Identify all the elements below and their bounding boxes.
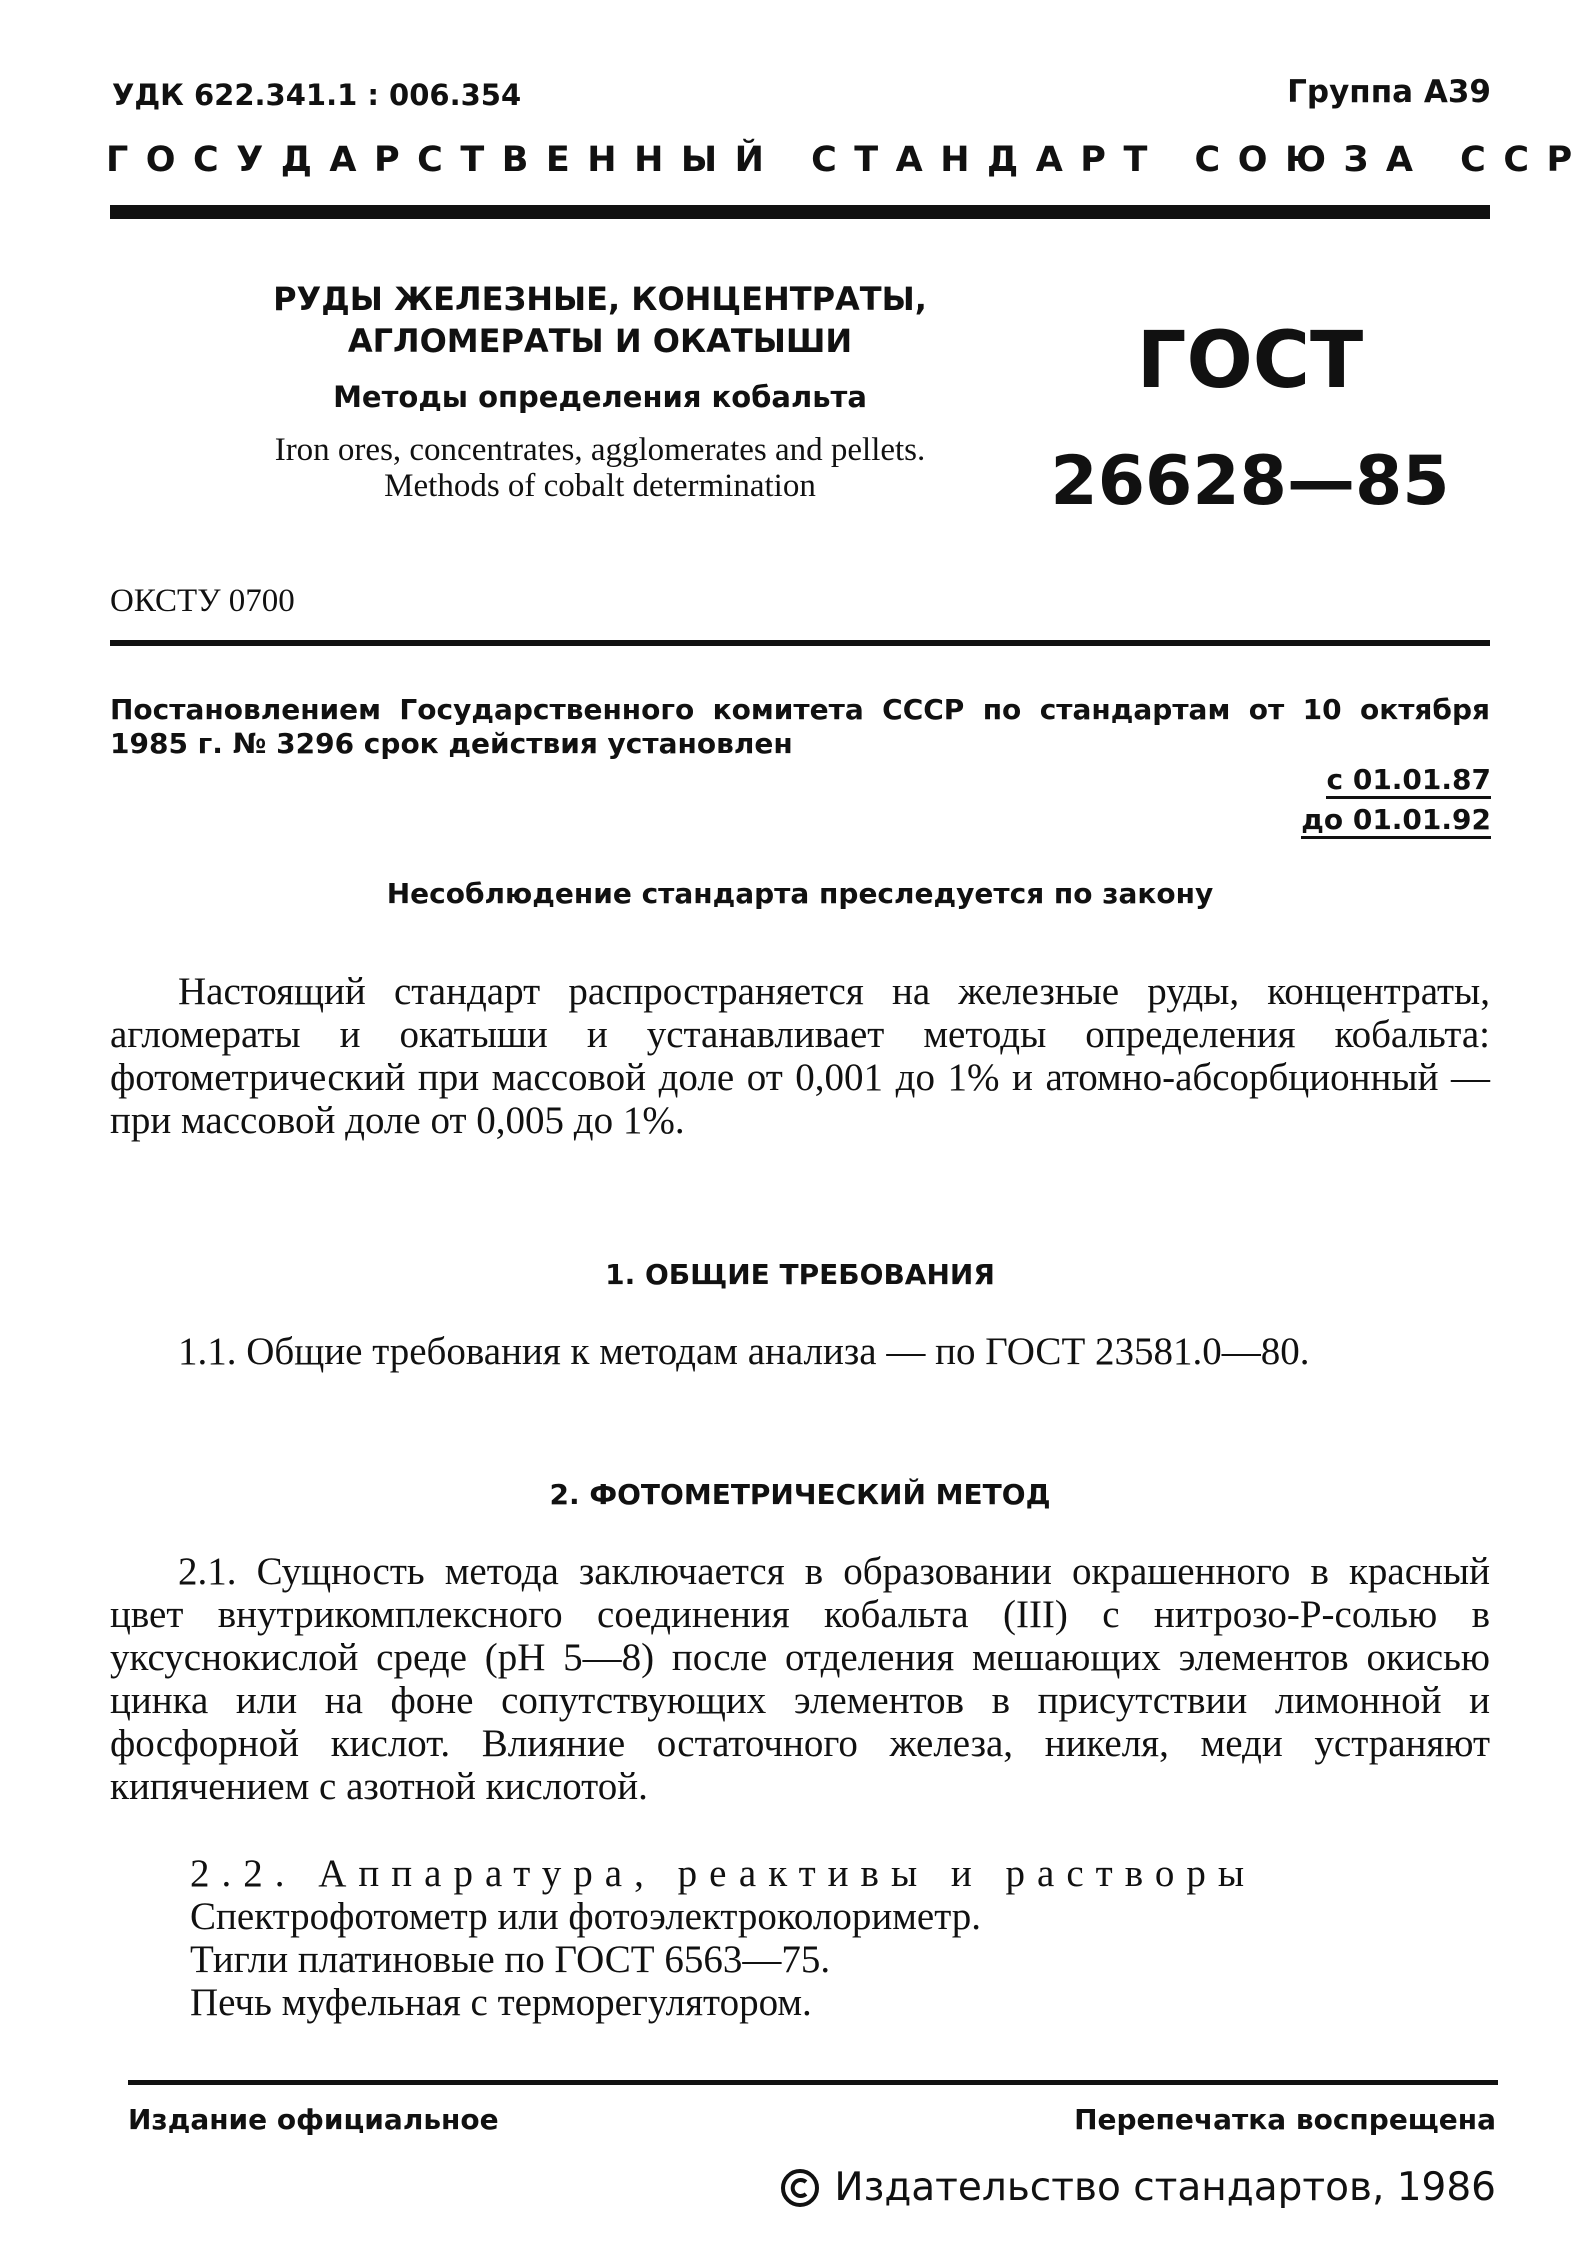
top-rule: [110, 205, 1490, 219]
paragraph-2-1: 2.1. Сущность метода заключается в образовании окрашенного в красный цвет внутрикомплексного соединения кобальта (III) с нитрозо-Р-солью в уксуснокислой среде (pH 5—8) после отделения мешающих элементов окисью цинка или на фоне сопутствующих элементов в присутствии лимонной и фосфорной кислот. Влияние остаточного железа, никеля, меди устраняют кипячением с азотной кислотой.: [110, 1550, 1490, 1808]
copyright-text: Издательство стандартов, 1986: [834, 2165, 1496, 2210]
state-standard-banner: ГОСУДАРСТВЕННЫЙ СТАНДАРТ СОЮЗА ССР: [106, 140, 1590, 180]
gost-number: 26628—85: [1050, 442, 1450, 521]
group-code: Группа А39: [1287, 74, 1491, 110]
reprint-notice: Перепечатка воспрещена: [1074, 2103, 1496, 2136]
udk-code: УДК 622.341.1 : 006.354: [112, 78, 522, 112]
edition-label: Издание официальное: [128, 2103, 499, 2136]
title-subtitle: Методы определения кобальта: [333, 380, 867, 414]
paragraph-2-2: [110, 1852, 1490, 2024]
list-item: Тигли платиновые по ГОСТ 6563—75.: [190, 1938, 831, 1981]
middle-rule: [110, 640, 1490, 646]
paragraph-2-2-heading: 2.2. Аппаратура, реактивы и растворы: [190, 1852, 1257, 1895]
valid-to: до 01.01.92: [1301, 803, 1491, 839]
decree-text: Постановлением Государственного комитета СССР по стандартам от 10 октября 1985 г. № 3296 срок действия установлен: [110, 693, 1490, 760]
validity-dates: [1271, 760, 1491, 840]
list-item: Спектрофотометр или фотоэлектроколориметр.: [190, 1895, 981, 1938]
gost-designation: [1040, 316, 1460, 522]
valid-from: с 01.01.87: [1326, 763, 1491, 799]
title-en-line1: Iron ores, concentrates, agglomerates and pellets.: [274, 432, 926, 468]
copyright-line: [780, 2165, 1496, 2210]
title-ru-line1: РУДЫ ЖЕЛЕЗНЫЕ, КОНЦЕНТРАТЫ,: [273, 280, 927, 318]
gost-word: ГОСТ: [1136, 316, 1364, 406]
copyright-icon: [780, 2168, 820, 2208]
section-1-heading: 1. ОБЩИЕ ТРЕБОВАНИЯ: [605, 1258, 995, 1291]
paragraph-1-1: 1.1. Общие требования к методам анализа — по ГОСТ 23581.0—80.: [178, 1330, 1310, 1373]
title-en-line2: Methods of cobalt determination: [384, 468, 816, 504]
title-ru-line2: АГЛОМЕРАТЫ И ОКАТЫШИ: [347, 322, 853, 360]
list-item: Печь муфельная с терморегулятором.: [190, 1981, 812, 2024]
section-2-heading: 2. ФОТОМЕТРИЧЕСКИЙ МЕТОД: [549, 1478, 1051, 1511]
intro-paragraph: Настоящий стандарт распространяется на железные руды, концентраты, агломераты и окатыши и устанавливает методы определения кобальта: фотометрический при массовой доле от 0,001 до 1% и атомно-абсорбционный — при массовой доле от 0,005 до 1%.: [110, 970, 1490, 1142]
title-block: [160, 278, 1040, 504]
legal-warning: Несоблюдение стандарта преследуется по закону: [386, 877, 1214, 910]
bottom-rule: [128, 2080, 1498, 2085]
okstu-code: ОКСТУ 0700: [110, 583, 295, 619]
